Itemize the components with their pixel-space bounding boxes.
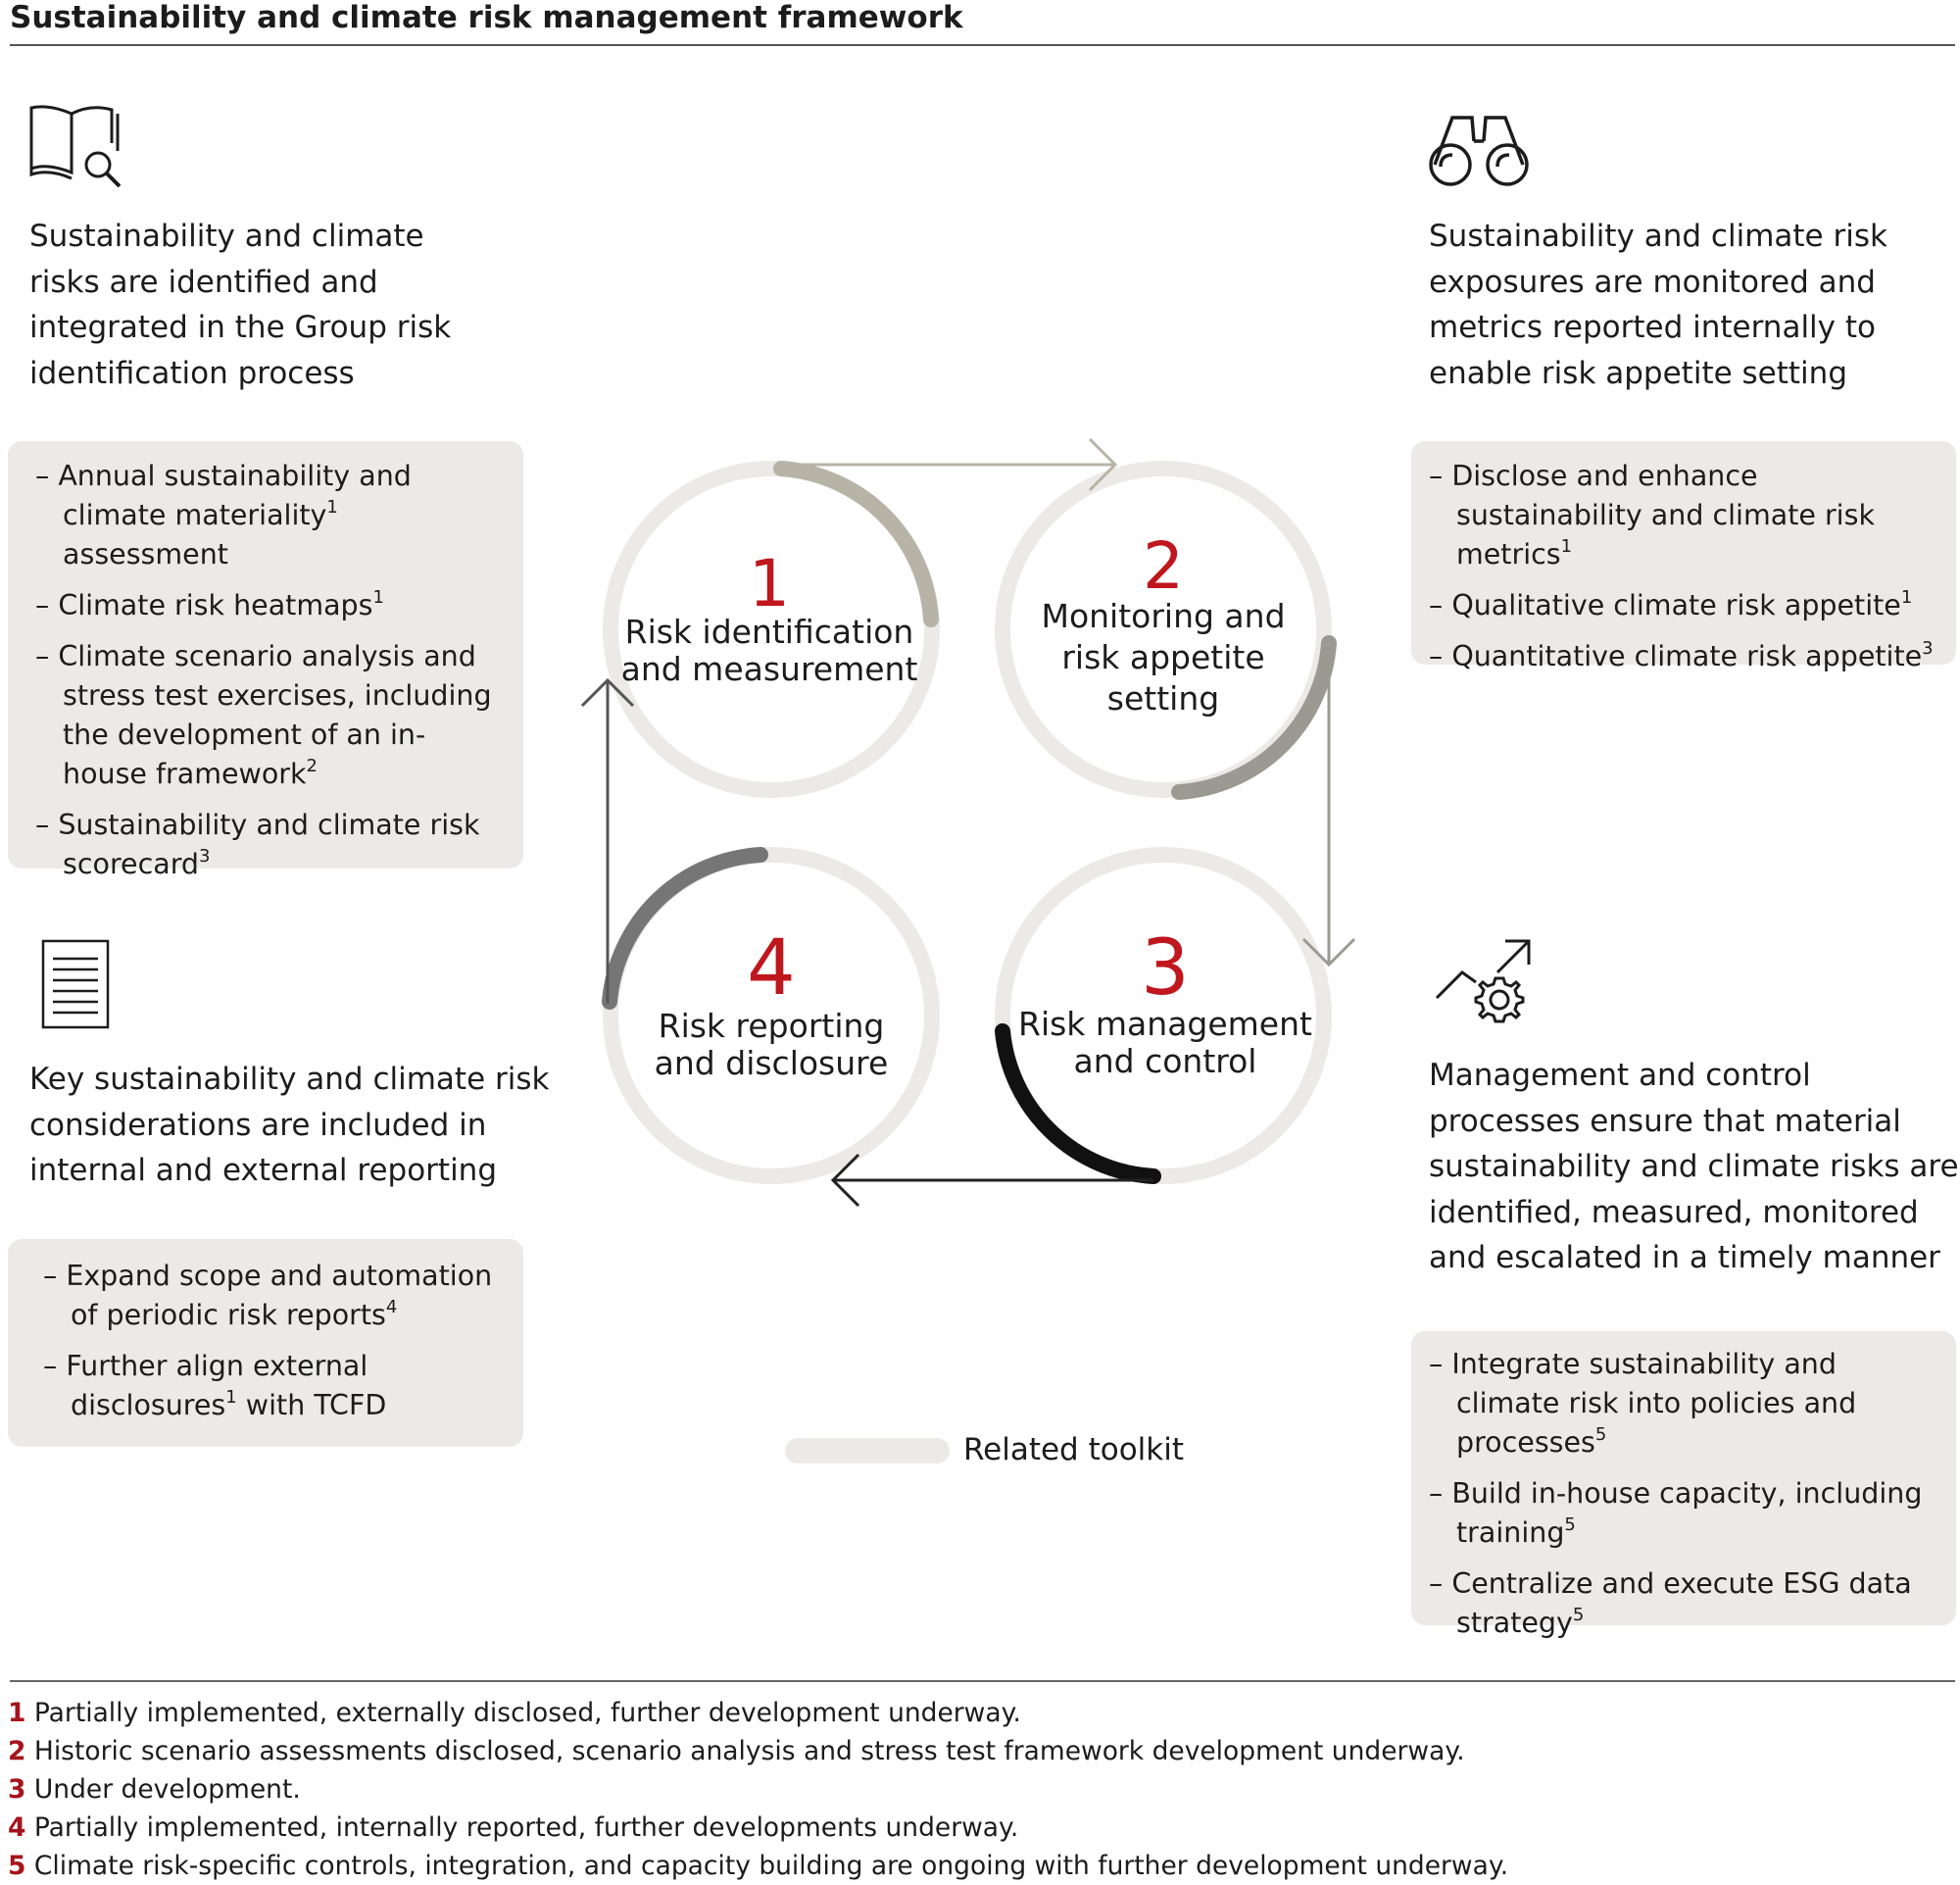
stage-2-arc (1179, 643, 1329, 792)
control-description-line: processes ensure that material (1429, 1103, 1901, 1139)
footnote (8, 1694, 1021, 1732)
list-item-text: Centralize and execute ESG data strategy (1451, 1567, 1912, 1639)
footnote-number: 4 (8, 1812, 26, 1843)
list-item (35, 586, 506, 625)
report-description-line: considerations are included in (29, 1107, 487, 1143)
monitor-toolkit-box (1411, 441, 1956, 672)
list-item (35, 457, 506, 574)
list-item-text: Build in-house capacity, including training (1451, 1477, 1923, 1549)
monitor-description-line: exposures are monitored and (1429, 264, 1876, 300)
control-description-line: sustainability and climate risks are (1429, 1149, 1959, 1184)
list-item-text: Climate scenario analysis and stress test exercises, including the development of an in-house framework (58, 640, 492, 790)
footnote-number: 1 (8, 1698, 26, 1728)
list-item-text: Climate risk heatmaps (58, 589, 373, 621)
footnote-divider (10, 1680, 1955, 1682)
identify-description (29, 214, 451, 396)
gear-trend-icon (1433, 937, 1537, 1035)
identify-toolkit-box (8, 441, 523, 880)
control-toolkit-box (1411, 1331, 1956, 1639)
monitor-description-line: enable risk appetite setting (1429, 355, 1847, 391)
book-magnifier-icon (27, 104, 125, 192)
list-item-text: Disclose and enhance sustainability and climate risk metrics (1451, 460, 1875, 570)
stage-3-label-line: Risk management (1018, 1005, 1312, 1043)
stage-1-number: 1 (749, 546, 790, 621)
list-item (1429, 1345, 1942, 1463)
page-title: Sustainability and climate risk management framework (10, 0, 963, 35)
report-description-line: internal and external reporting (29, 1153, 498, 1188)
list-item-tail: with TCFD (236, 1389, 387, 1421)
legend-label: Related toolkit (963, 1432, 1185, 1467)
control-description-line: identified, measured, monitored (1429, 1194, 1919, 1230)
list-item (1429, 1564, 1942, 1643)
stage-3-arc (1003, 1031, 1153, 1176)
list-item-text: Quantitative climate risk appetite (1451, 640, 1923, 672)
list-item-text: Annual sustainability and climate materiality (58, 460, 412, 531)
stage-1-label-line: Risk identification (624, 613, 914, 651)
arrow-3-to-4 (833, 1155, 1153, 1206)
arrow-1-to-2 (781, 439, 1115, 490)
footnote-ref: 4 (385, 1297, 398, 1317)
document-icon (41, 939, 112, 1031)
arrow-2-to-3 (1303, 643, 1354, 965)
footnote-ref: 1 (225, 1387, 237, 1408)
stage-4-ring (611, 855, 932, 1176)
stage-4-number: 4 (747, 924, 796, 1013)
identify-description-line: integrated in the Group risk (29, 310, 452, 345)
list-item (35, 637, 506, 794)
stage-4-label-line: and disclosure (654, 1044, 889, 1082)
footnote-ref: 5 (1572, 1605, 1585, 1625)
report-toolkit-box (8, 1239, 523, 1447)
footnote (8, 1809, 1018, 1847)
footnote-text: Climate risk-specific controls, integration, and capacity building are ongoing with further development underway. (33, 1851, 1509, 1881)
footnote-ref: 3 (199, 846, 211, 867)
stage-3-number: 3 (1141, 924, 1190, 1013)
footnote-ref: 2 (306, 756, 318, 776)
footnote-ref: 5 (1594, 1424, 1607, 1445)
footnote-number: 3 (8, 1774, 26, 1805)
stage-2-ring (1003, 469, 1324, 790)
stage-1-ring (611, 469, 932, 790)
monitor-description-line: Sustainability and climate risk (1429, 219, 1887, 254)
arrow-4-to-1 (582, 680, 633, 1004)
stage-1-arc (781, 469, 931, 620)
report-description-line: Key sustainability and climate risk (29, 1062, 550, 1097)
footnote-text: Historic scenario assessments disclosed, scenario analysis and stress test framework development underway. (33, 1736, 1465, 1766)
footnote-ref: 3 (1922, 638, 1934, 659)
list-item-text: Integrate sustainability and climate risk into policies and processes (1451, 1348, 1857, 1459)
footnote-text: Partially implemented, externally disclosed, further development underway. (33, 1698, 1021, 1728)
identify-description-line: identification process (29, 355, 355, 391)
stage-3-ring (1003, 855, 1324, 1176)
footnote (8, 1732, 1465, 1770)
footnote-ref: 1 (326, 497, 338, 518)
list-item (43, 1347, 506, 1425)
footnote-text: Partially implemented, internally reported, further developments underway. (33, 1812, 1019, 1843)
list-item-tail: assessment (63, 538, 228, 570)
list-item (1429, 637, 1946, 676)
stage-2-number: 2 (1143, 528, 1184, 604)
list-item (35, 806, 506, 884)
footnote-ref: 1 (1900, 587, 1913, 608)
control-description-line: and escalated in a timely manner (1429, 1240, 1940, 1275)
stage-3-label-line: and control (1073, 1042, 1257, 1080)
stage-2-label-line: Monitoring and (1041, 597, 1286, 635)
stage-2-label-line: risk appetite (1061, 638, 1265, 676)
footnote (8, 1770, 301, 1809)
footnote-ref: 1 (1560, 536, 1573, 557)
footnote-number: 5 (8, 1851, 26, 1881)
stage-4-arc (610, 855, 760, 1002)
footnote-number: 2 (8, 1736, 26, 1766)
list-item-text: Qualitative climate risk appetite (1451, 589, 1901, 621)
footnote-ref: 5 (1564, 1514, 1576, 1535)
list-item (1429, 1474, 1942, 1553)
footnote-ref: 1 (372, 587, 384, 608)
stage-1-label-line: and measurement (620, 650, 918, 688)
list-item-text: Further align external disclosures (66, 1350, 368, 1421)
stage-4-label-line: Risk reporting (658, 1007, 885, 1045)
list-item-text: Expand scope and automation of periodic risk reports (66, 1260, 493, 1331)
footnote-text: Under development. (33, 1774, 301, 1805)
monitor-description (1429, 214, 1887, 396)
control-description-line: Management and control (1429, 1058, 1811, 1093)
stage-2-label-line: setting (1106, 679, 1220, 718)
binoculars-icon (1427, 112, 1531, 188)
identify-description-line: Sustainability and climate (29, 219, 424, 254)
identify-description-line: risks are identified and (29, 264, 378, 300)
report-description (29, 1057, 549, 1194)
monitor-description-line: metrics reported internally to (1429, 310, 1876, 345)
list-item-text: Sustainability and climate risk scorecard (58, 809, 480, 880)
list-item (43, 1257, 506, 1335)
list-item (1429, 457, 1946, 574)
control-description (1429, 1053, 1959, 1281)
title-divider (10, 44, 1955, 46)
list-item (1429, 586, 1946, 625)
footnote (8, 1847, 1508, 1885)
